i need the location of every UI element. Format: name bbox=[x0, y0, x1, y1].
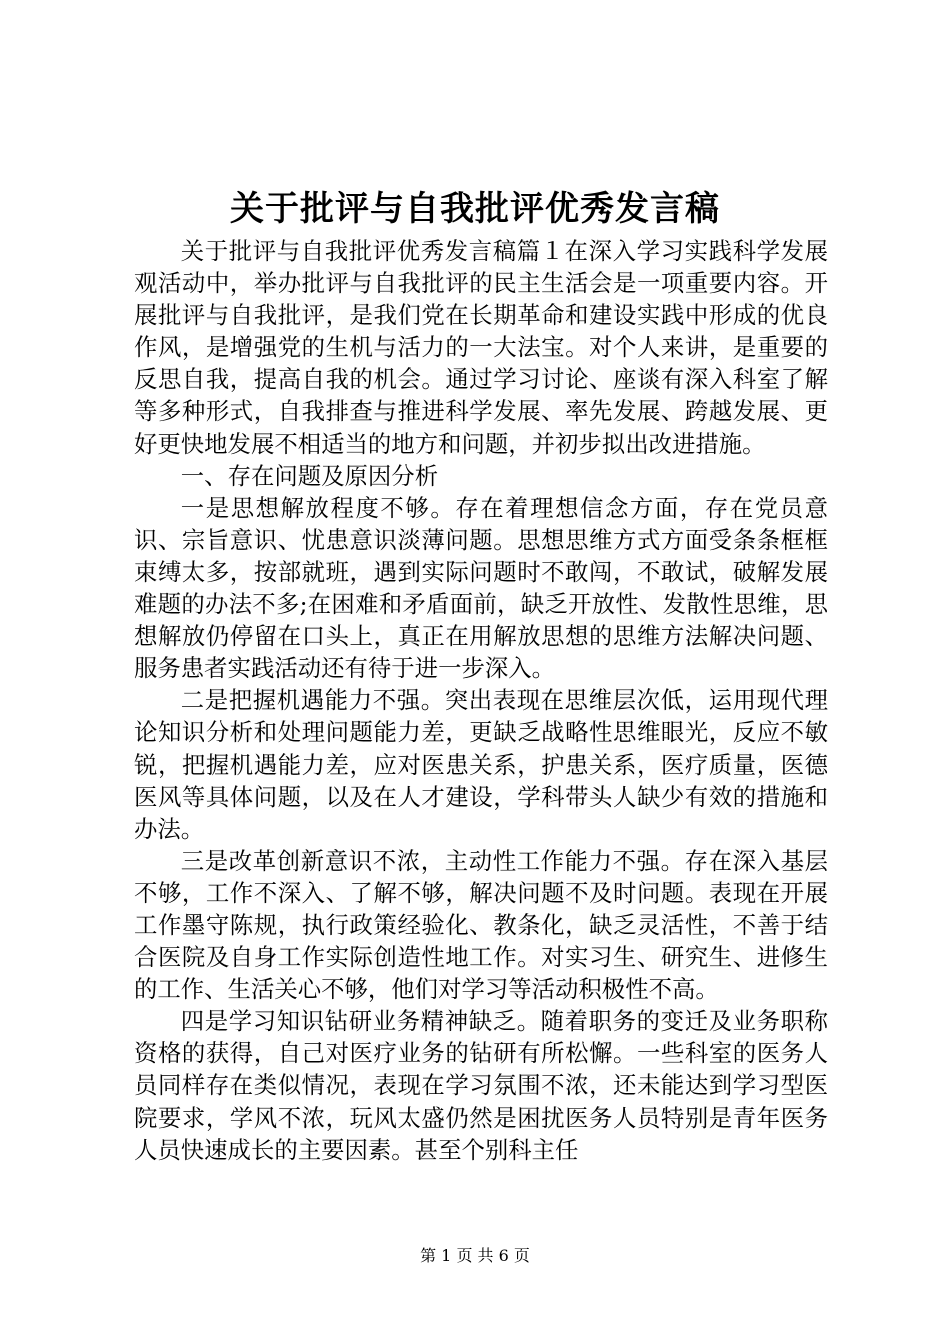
paragraph-point-1: 一是思想解放程度不够。存在着理想信念方面，存在党员意识、宗旨意识、忧患意识淡薄问题。思想思维方式方面受条条框框束缚太多，按部就班，遇到实际问题时不敢闯，不敢试，破解发展难题的办法不多;在困难和矛盾面前，缺乏开放性、发散性思维，思想解放仍停留在口头上，真正在用解放思想的思维方法解决问题、服务患者实践活动还有待于进一步深入。 bbox=[134, 493, 828, 683]
paragraph-point-2: 二是把握机遇能力不强。突出表现在思维层次低，运用现代理论知识分析和处理问题能力差，更缺乏战略性思维眼光，反应不敏锐，把握机遇能力差，应对医患关系，护患关系，医疗质量，医德医风等具体问题，以及在人才建设，学科带头人缺少有效的措施和办法。 bbox=[134, 686, 828, 843]
document-body bbox=[134, 235, 828, 1166]
paragraph-intro: 关于批评与自我批评优秀发言稿篇１在深入学习实践科学发展观活动中，举办批评与自我批评的民主生活会是一项重要内容。开展批评与自我批评，是我们党在长期革命和建设实践中形成的优良作风，是增强党的生机与活力的一大法宝。对个人来讲，是重要的反思自我，提高自我的机会。通过学习讨论、座谈有深入科室了解等多种形式，自我排查与推进科学发展、率先发展、跨越发展、更好更快地发展不相适当的地方和问题，并初步拟出改进措施。 bbox=[134, 237, 828, 458]
paragraph-point-3: 三是改革创新意识不浓，主动性工作能力不强。存在深入基层不够，工作不深入、了解不够，解决问题不及时问题。表现在开展工作墨守陈规，执行政策经验化、教条化，缺乏灵活性，不善于结合医院及自身工作实际创造性地工作。对实习生、研究生、进修生的工作、生活关心不够，他们对学习等活动积极性不高。 bbox=[134, 846, 828, 1004]
paragraph-point-4: 四是学习知识钻研业务精神缺乏。随着职务的变迁及业务职称资格的获得，自己对医疗业务的钻研有所松懈。一些科室的医务人员同样存在类似情况，表现在学习氛围不浓，还未能达到学习型医院要求，学风不浓，玩风太盛仍然是困扰医务人员特别是青年医务人员快速成长的主要因素。甚至个别科主任 bbox=[134, 1007, 828, 1164]
page-number-footer: 第 1 页 共 6 页 bbox=[420, 1246, 530, 1265]
document-title: 关于批评与自我批评优秀发言稿 bbox=[230, 189, 720, 229]
section-heading: 一、存在问题及原因分析 bbox=[180, 461, 439, 490]
